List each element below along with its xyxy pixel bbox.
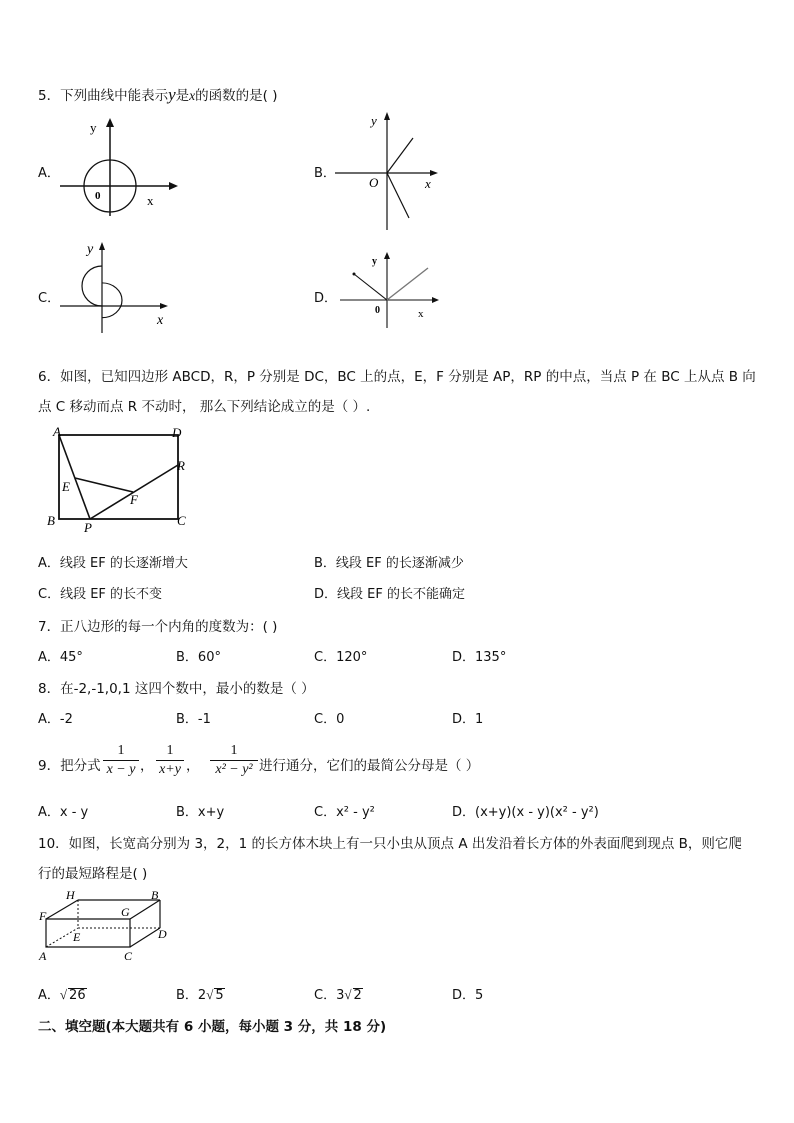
q10-label-F: F [39, 909, 47, 923]
q7-option-b: B．60° [176, 650, 221, 665]
q6-figure [44, 424, 194, 534]
q10-label-C: C [124, 949, 133, 963]
q5-graph-b-y-label: y [371, 113, 377, 128]
q6-option-c: C．线段 EF 的长不变 [38, 587, 163, 602]
q10-option-d: D．5 [452, 988, 484, 1003]
q7-option-c: C．120° [314, 650, 368, 665]
q6-label-E: E [62, 479, 70, 494]
q9-option-a: A．x - y [38, 805, 89, 820]
q10-stem-line1: 10．如图，长宽高分别为 3，2，1 的长方体木块上有一只小虫从顶点 A 出发沿着长方体的外表面爬到现点 B，则它爬 [38, 836, 742, 852]
q9-fraction-2-den: x+y [159, 762, 181, 777]
q10-label-B: B [151, 888, 159, 902]
q10-option-a: A．√ 26 [38, 987, 86, 1003]
q9-option-c: C．x² - y² [314, 805, 375, 820]
q5-graph-d-origin: 0 [375, 305, 380, 316]
q8-option-c: C．0 [314, 712, 345, 727]
q9-fraction-1-num: 1 [103, 742, 139, 761]
q5-graph-a-y-label: y [90, 120, 97, 135]
q5-graph-d-x-label: x [418, 308, 424, 320]
q6-label-F: F [130, 492, 138, 507]
q5-graph-a [60, 112, 185, 217]
q10-option-b-prefix: B．2 [176, 988, 207, 1003]
q10-label-G: G [121, 905, 130, 919]
q5-graph-d-y-label: y [372, 256, 377, 267]
q7-option-a: A．45° [38, 650, 83, 665]
q9-fraction-1-den: x − y [106, 762, 136, 777]
q10-figure [36, 888, 176, 966]
q6-option-a: A．线段 EF 的长逐渐增大 [38, 556, 188, 571]
q6-label-C: C [177, 513, 186, 528]
q10-label-A: A [39, 949, 47, 963]
q10-option-c-radicand: 2 [353, 988, 362, 1003]
q5-graph-b-x-label: x [425, 176, 431, 191]
q10-stem-line2: 行的最短路程是( ) [38, 866, 148, 882]
q5-stem-mid: 是 [175, 88, 190, 104]
q9-fraction-3 [210, 742, 258, 779]
q5-option-c-label: C． [38, 291, 61, 306]
q6-option-b: B．线段 EF 的长逐渐减少 [314, 556, 464, 571]
q5-graph-c-y-label: y [87, 242, 94, 257]
q5-stem [38, 84, 277, 105]
q9-sep-2: ， [186, 758, 200, 774]
q7-option-d: D．135° [452, 650, 507, 665]
q6-label-D: D [172, 425, 182, 440]
q5-option-b-label: B． [314, 166, 336, 181]
q9-stem-post: 进行通分，它们的最简公分母是（ ） [259, 758, 480, 774]
q10-label-H: H [66, 888, 75, 902]
q5-graph-c-x-label: x [157, 313, 164, 328]
q6-option-d: D．线段 EF 的长不能确定 [314, 587, 465, 602]
q9-fraction-1 [103, 742, 139, 779]
q9-fraction-2 [156, 742, 184, 779]
q9-fraction-3-num: 1 [210, 742, 258, 761]
q5-var-y: y [168, 85, 176, 104]
q5-graph-b [335, 110, 445, 235]
q10-option-c-prefix: C．3 [314, 988, 345, 1003]
q6-label-P: P [84, 520, 92, 534]
q6-stem-line2: 点 C 移动而点 R 不动时， 那么下列结论成立的是（ ）. [38, 399, 371, 415]
q5-stem-pre: 5．下列曲线中能表示 [38, 88, 169, 104]
q9-sep-1: ， [140, 758, 154, 774]
q5-graph-b-origin: O [369, 175, 379, 190]
q9-fraction-3-den: x² − y² [215, 762, 253, 777]
q9-option-d: D．(x+y)(x - y)(x² - y²) [452, 805, 599, 820]
q6-label-B: B [47, 513, 55, 528]
q7-stem: 7．正八边形的每一个内角的度数为：( ) [38, 619, 278, 635]
section-2-heading: 二、填空题(本大题共有 6 小题，每小题 3 分，共 18 分) [38, 1019, 387, 1035]
q10-option-b-radicand: 5 [215, 988, 224, 1003]
q9-fraction-2-num: 1 [156, 742, 184, 761]
q6-label-A: A [53, 424, 61, 439]
q5-graph-a-origin: 0 [95, 190, 101, 202]
q5-stem-post: 的函数的是( ) [195, 88, 278, 104]
q10-option-a-radicand: 26 [69, 988, 86, 1003]
q8-option-a: A．-2 [38, 712, 73, 727]
q8-stem: 8．在-2,-1,0,1 这四个数中，最小的数是（ ） [38, 681, 315, 697]
q8-option-d: D．1 [452, 712, 484, 727]
q10-option-a-prefix: A． [38, 988, 60, 1003]
q5-option-a-label: A． [38, 166, 60, 181]
q5-option-d-label: D． [314, 291, 338, 306]
q6-stem-line1: 6．如图，已知四边形 ABCD，R，P 分别是 DC，BC 上的点，E，F 分别是 AP，RP 的中点，当点 P 在 BC 上从点 B 向 [38, 369, 756, 385]
q6-label-R: R [177, 458, 185, 473]
q10-label-E: E [73, 930, 81, 944]
q10-option-c: C．3√ 2 [314, 987, 362, 1003]
q9-stem-pre: 9．把分式 [38, 758, 101, 774]
q5-graph-a-x-label: x [147, 193, 154, 208]
q10-label-D: D [158, 927, 167, 941]
q9-option-b: B．x+y [176, 805, 225, 820]
q5-graph-d [340, 250, 445, 330]
q5-var-x: x [189, 88, 196, 103]
q5-graph-c [60, 236, 175, 336]
q8-option-b: B．-1 [176, 712, 211, 727]
q10-option-b: B．2√ 5 [176, 987, 224, 1003]
